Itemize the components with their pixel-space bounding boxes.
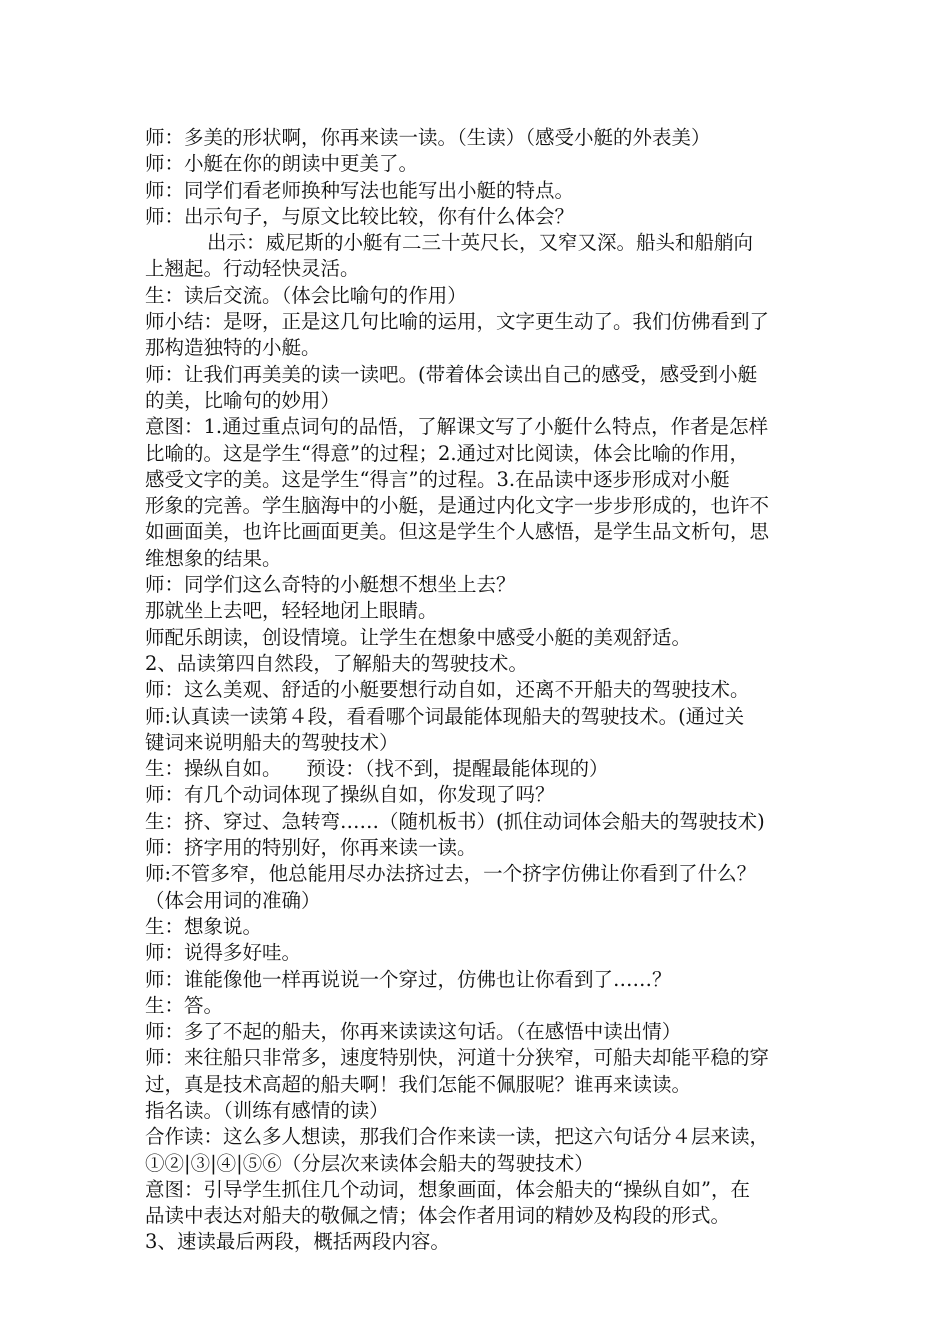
text-line: 师：出示句子，与原文比较比较，你有什么体会？ bbox=[145, 204, 575, 228]
text-line: 生：读后交流。（体会比喻句的作用） bbox=[145, 283, 467, 307]
text-line: 生：答。 bbox=[145, 993, 224, 1017]
text-line: 3、速读最后两段，概括两段内容。 bbox=[145, 1230, 450, 1254]
text-line: 意图：1.通过重点词句的品悟，了解课文写了小艇什么特点，作者是怎样 bbox=[145, 415, 769, 439]
text-line: 的美，比喻句的妙用） bbox=[145, 388, 341, 412]
text-line: 师：多了不起的船夫，你再来读读这句话。（在感悟中读出情） bbox=[145, 1020, 682, 1044]
text-line: 感受文字的美。这是学生“得言”的过程。3.在品读中逐步形成对小艇 bbox=[145, 467, 730, 491]
text-line: 那就坐上去吧，轻轻地闭上眼睛。 bbox=[145, 599, 438, 623]
text-line: 生：挤、穿过、急转弯……（随机板书）(抓住动词体会船夫的驾驶技术) bbox=[145, 809, 765, 833]
text-line: 2、品读第四自然段，了解船夫的驾驶技术。 bbox=[145, 651, 528, 675]
text-line: 品读中表达对船夫的敬佩之情；体会作者用词的精妙及构段的形式。 bbox=[145, 1204, 731, 1228]
text-line: 师小结：是呀，正是这几句比喻的运用，文字更生动了。我们仿佛看到了 bbox=[145, 310, 770, 334]
text-line: 维想象的结果。 bbox=[145, 546, 282, 570]
text-line: 师：有几个动词体现了操纵自如，你发现了吗？ bbox=[145, 783, 555, 807]
document-page bbox=[145, 125, 815, 1256]
text-line: 师：多美的形状啊，你再来读一读。（生读）（感受小艇的外表美） bbox=[145, 126, 711, 149]
text-line: 生：操纵自如。 预设：（找不到，提醒最能体现的） bbox=[145, 757, 609, 781]
text-line: ①②|③|④|⑤⑥（分层次来读体会船夫的驾驶技术） bbox=[145, 1151, 594, 1175]
text-line: 师：挤字用的特别好，你再来读一读。 bbox=[145, 836, 477, 860]
text-line: 形象的完善。学生脑海中的小艇，是通过内化文字一步步形成的，也许不 bbox=[145, 494, 770, 518]
text-line: 出示：威尼斯的小艇有二三十英尺长，又窄又深。船头和船艄向 bbox=[145, 231, 753, 255]
text-line: 指名读。（训练有感情的读） bbox=[145, 1098, 389, 1122]
text-line: 师：同学们这么奇特的小艇想不想坐上去？ bbox=[145, 573, 516, 597]
text-line: 意图：引导学生抓住几个动词，想象画面，体会船夫的“操纵自如”，在 bbox=[145, 1177, 750, 1201]
text-line: 师：让我们再美美的读一读吧。(带着体会读出自己的感受，感受到小艇 bbox=[145, 362, 758, 386]
text-line: 师:不管多窄，他总能用尽办法挤过去，一个挤字仿佛让你看到了什么？ bbox=[145, 862, 757, 886]
text-line: 合作读：这么多人想读，那我们合作来读一读，把这六句话分４层来读， bbox=[145, 1125, 770, 1149]
text-line: 比喻的。这是学生“得意”的过程；2.通过对比阅读，体会比喻的作用， bbox=[145, 441, 750, 465]
text-line: 那构造独特的小艇。 bbox=[145, 336, 321, 360]
text-line: 师:认真读一读第４段，看看哪个词最能体现船夫的驾驶技术。(通过关 bbox=[145, 704, 745, 728]
text-line: 过，真是技术高超的船夫啊！我们怎能不佩服呢？谁再来读读。 bbox=[145, 1072, 692, 1096]
text-line: 师：这么美观、舒适的小艇要想行动自如，还离不开船夫的驾驶技术。 bbox=[145, 678, 750, 702]
text-line: （体会用词的准确） bbox=[145, 888, 321, 912]
text-line: 师：说得多好哇。 bbox=[145, 941, 302, 965]
text-line: 师：同学们看老师换种写法也能写出小艇的特点。 bbox=[145, 178, 575, 202]
text-line: 键词来说明船夫的驾驶技术） bbox=[145, 730, 399, 754]
text-line: 师：来往船只非常多，速度特别快，河道十分狭窄，可船夫却能平稳的穿 bbox=[145, 1046, 770, 1070]
text-line: 师配乐朗读，创设情境。让学生在想象中感受小艇的美观舒适。 bbox=[145, 625, 692, 649]
text-line: 师：谁能像他一样再说说一个穿过，仿佛也让你看到了……？ bbox=[145, 967, 672, 991]
text-line: 师：小艇在你的朗读中更美了。 bbox=[145, 152, 419, 176]
text-line: 如画面美，也许比画面更美。但这是学生个人感悟，是学生品文析句，思 bbox=[145, 520, 770, 544]
text-line: 生：想象说。 bbox=[145, 914, 263, 938]
text-line: 上翘起。行动轻快灵活。 bbox=[145, 257, 360, 281]
